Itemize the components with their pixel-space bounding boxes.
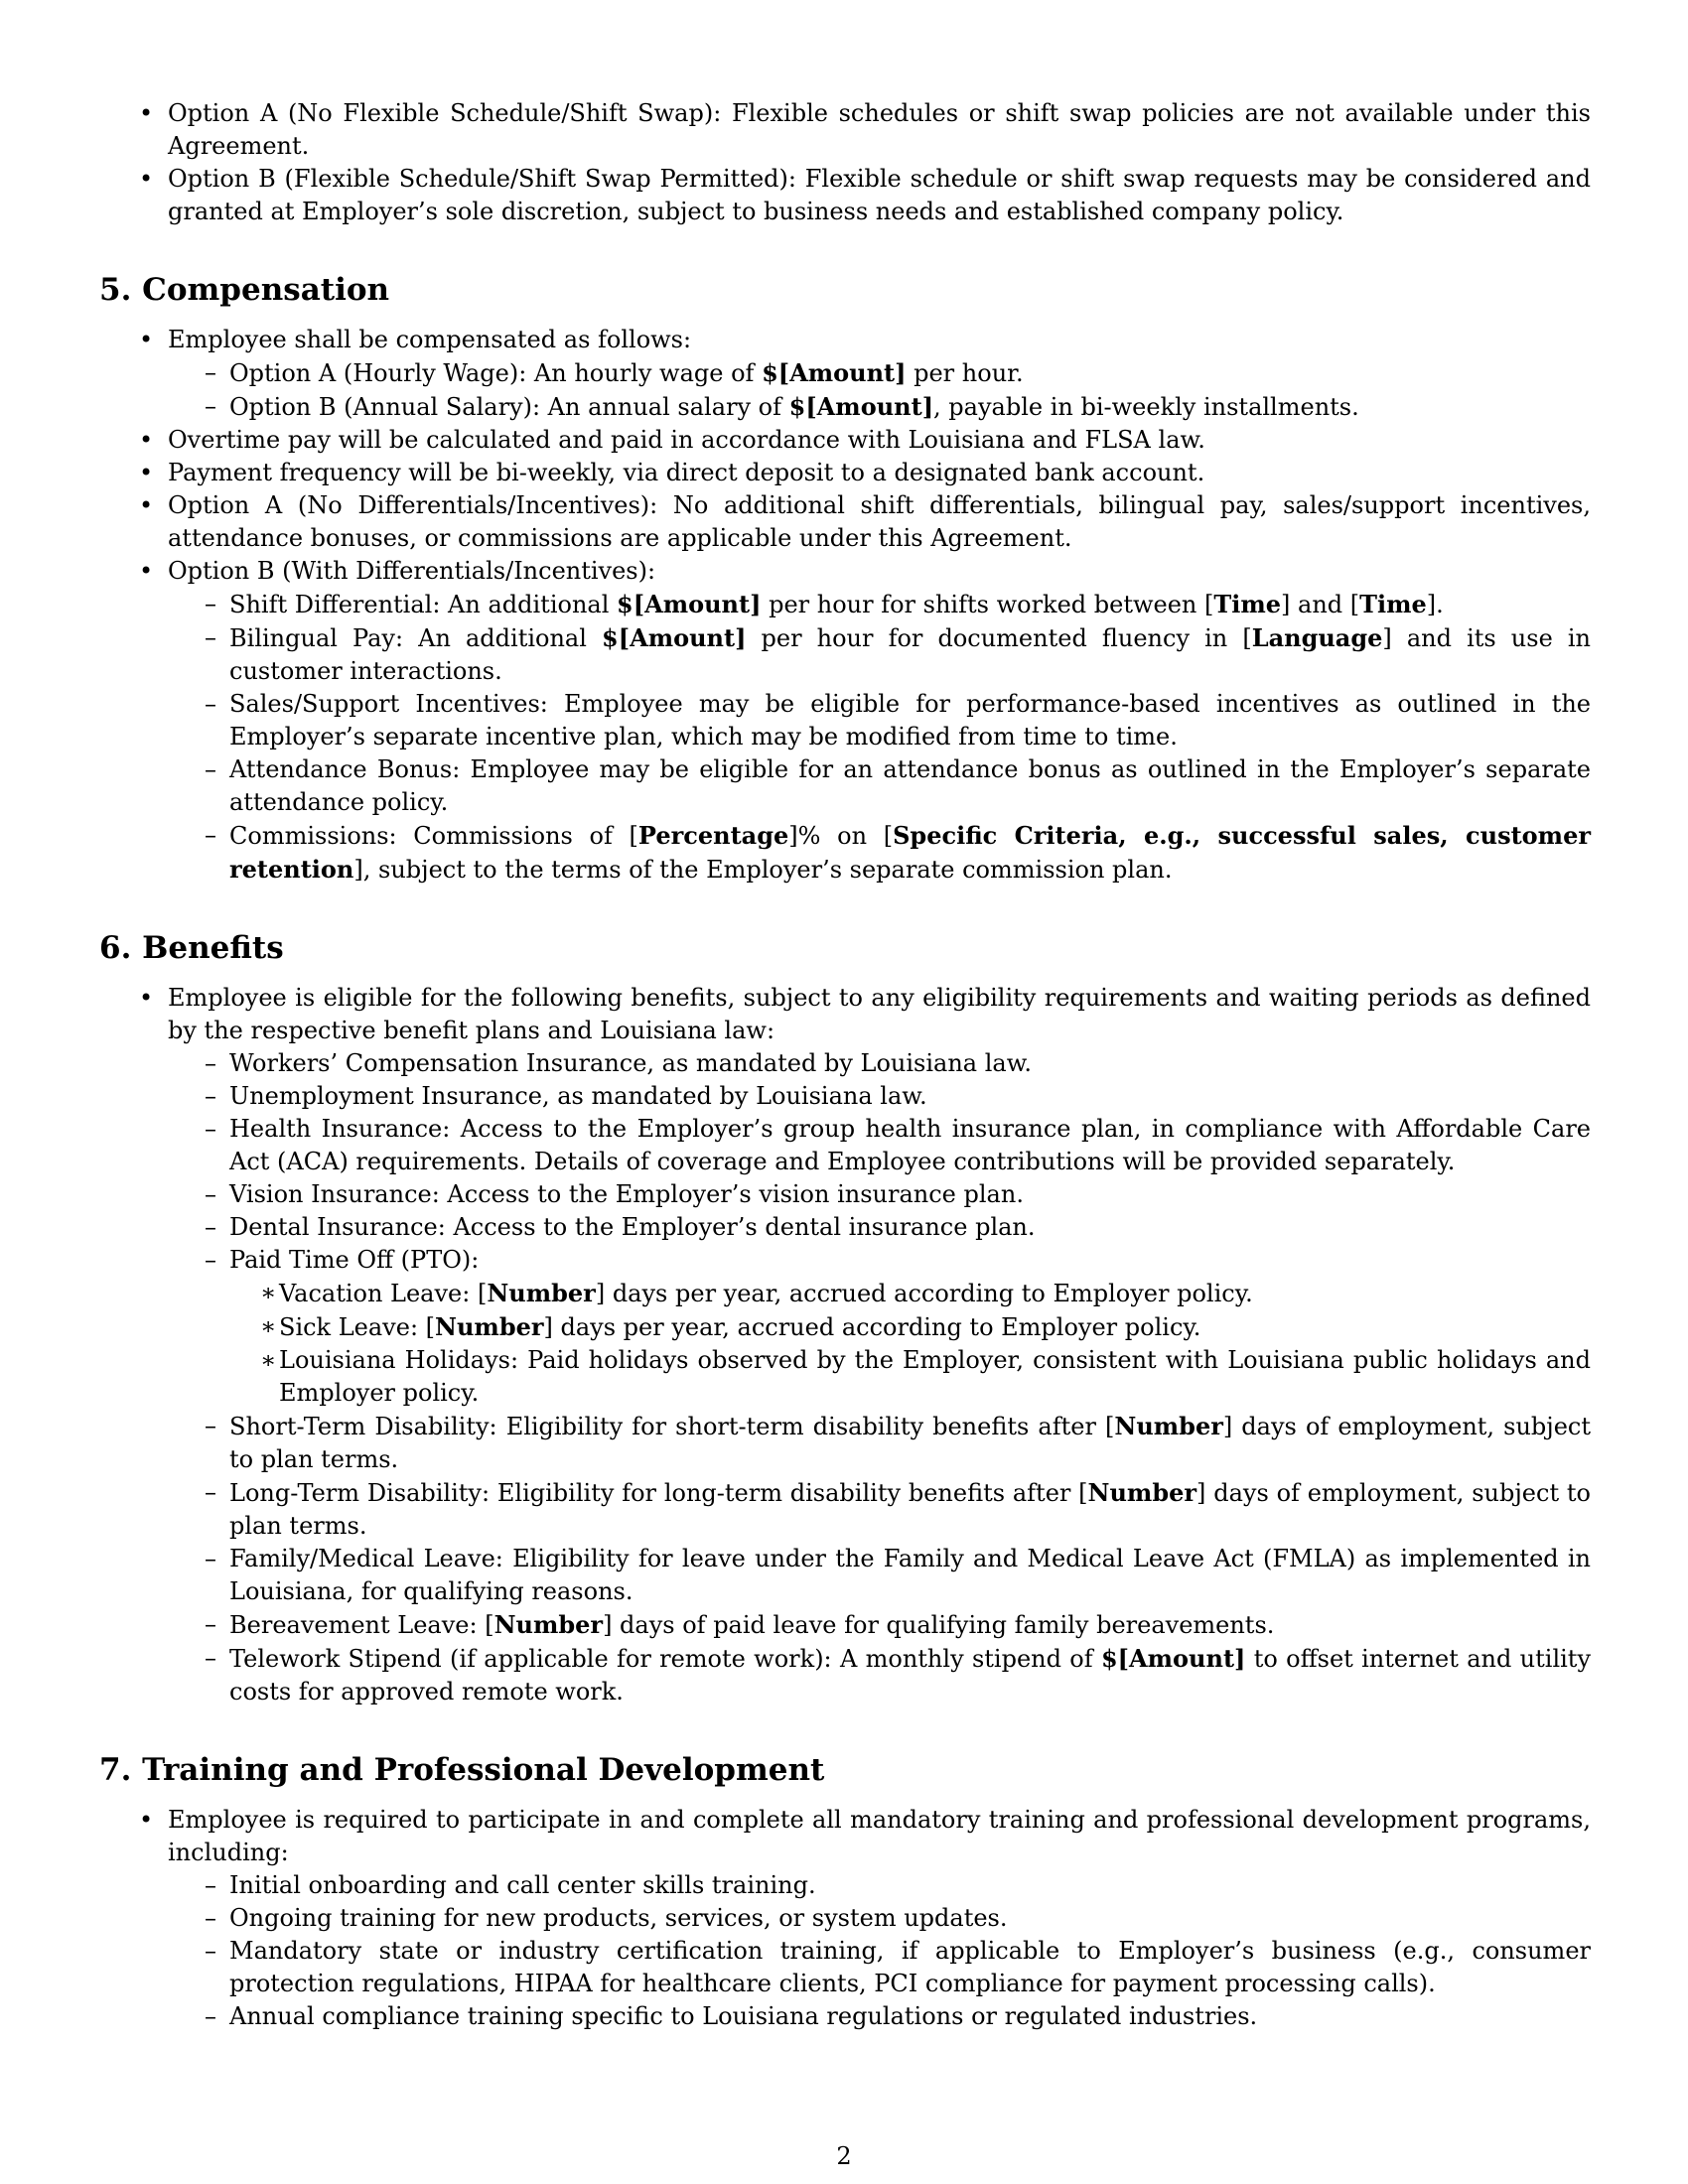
list-item: – Shift Differential: An additional $[Amount] per hour for shifts worked between [Time] and [Time]. bbox=[168, 588, 1591, 621]
list-item: – Long-Term Disability: Eligibility for long-term disability benefits after [Number] days of employment, subject to plan terms. bbox=[168, 1476, 1591, 1543]
list-item: – Commissions: Commissions of [Percentage]% on [Specific Criteria, e.g., successful sales, customer retention], subject to the terms of the Employer’s separate commission plan. bbox=[168, 819, 1591, 887]
list-item: – Paid Time Off (PTO): ∗ Vacation Leave: [Number] days per year, accrued according to Employer policy. ∗ Sick Leave: [Number] days per year, accrued according to Employer policy. ∗ Louisiana Holidays: Paid holidays observed by the Employer, consistent with Louisiana public holidays and Employer policy. bbox=[168, 1244, 1591, 1410]
list-item: • Overtime pay will be calculated and paid in accordance with Louisiana and FLSA law. bbox=[99, 424, 1591, 457]
document-page bbox=[99, 97, 1591, 2033]
training-list bbox=[99, 1804, 1591, 2033]
list-item: – Family/Medical Leave: Eligibility for leave under the Family and Medical Leave Act (FMLA) as implemented in Louisiana, for qualifying reasons. bbox=[168, 1543, 1591, 1608]
page-number: 2 bbox=[836, 2142, 852, 2170]
list-item: • Employee is required to participate in and complete all mandatory training and professional development programs, including: – Initial onboarding and call center skills training. – Ongoing training for new products, services, or system updates. – Mandatory state or industry certification training, if applicable to Employer’s business (e.g., consumer protection regulations, HIPAA for healthcare clients, PCI compliance for payment processing calls). – Annual compliance training specific to Louisiana regulations or regulated industries. bbox=[99, 1804, 1591, 2033]
list-item: – Mandatory state or industry certification training, if applicable to Employer’s business (e.g., consumer protection regulations, HIPAA for healthcare clients, PCI compliance for payment processing calls). bbox=[168, 1935, 1591, 2000]
benefits-list bbox=[99, 982, 1591, 1708]
list-item: – Bilingual Pay: An additional $[Amount] per hour for documented fluency in [Language] and its use in customer interactions. bbox=[168, 621, 1591, 688]
list-item: • Payment frequency will be bi-weekly, via direct deposit to a designated bank account. bbox=[99, 457, 1591, 489]
list-item: – Telework Stipend (if applicable for remote work): A monthly stipend of $[Amount] to offset internet and utility costs for approved remote work. bbox=[168, 1642, 1591, 1708]
list-item: ∗ Sick Leave: [Number] days per year, accrued according to Employer policy. bbox=[229, 1310, 1591, 1344]
list-item: ∗ Louisiana Holidays: Paid holidays observed by the Employer, consistent with Louisiana public holidays and Employer policy. bbox=[229, 1344, 1591, 1410]
list-item: – Sales/Support Incentives: Employee may be eligible for performance-based incentives as outlined in the Employer’s separate incentive plan, which may be modified from time to time. bbox=[168, 688, 1591, 753]
compensation-list bbox=[99, 324, 1591, 887]
list-item: – Attendance Bonus: Employee may be eligible for an attendance bonus as outlined in the Employer’s separate attendance policy. bbox=[168, 753, 1591, 819]
list-item: – Bereavement Leave: [Number] days of paid leave for qualifying family bereavements. bbox=[168, 1608, 1591, 1642]
list-item: ∗ Vacation Leave: [Number] days per year, accrued according to Employer policy. bbox=[229, 1277, 1591, 1310]
list-item: – Dental Insurance: Access to the Employer’s dental insurance plan. bbox=[168, 1211, 1591, 1244]
list-item: • Option A (No Flexible Schedule/Shift Swap): Flexible schedules or shift swap policies are not available under this Agreement. bbox=[99, 97, 1591, 163]
list-item: – Option B (Annual Salary): An annual salary of $[Amount], payable in bi-weekly installments. bbox=[168, 390, 1591, 424]
list-item: – Initial onboarding and call center skills training. bbox=[168, 1869, 1591, 1902]
list-item: – Annual compliance training specific to Louisiana regulations or regulated industries. bbox=[168, 2000, 1591, 2033]
list-item: – Vision Insurance: Access to the Employer’s vision insurance plan. bbox=[168, 1178, 1591, 1211]
section-6-heading: 6. Benefits bbox=[99, 930, 284, 966]
list-item: – Short-Term Disability: Eligibility for short-term disability benefits after [Number] days of employment, subject to plan terms. bbox=[168, 1410, 1591, 1476]
list-item: • Option B (Flexible Schedule/Shift Swap Permitted): Flexible schedule or shift swap requests may be considered and granted at Employer’s sole discretion, subject to business needs and established company policy. bbox=[99, 163, 1591, 228]
schedule-options-list bbox=[99, 97, 1591, 228]
list-item: – Ongoing training for new products, services, or system updates. bbox=[168, 1902, 1591, 1935]
list-item: • Option A (No Differentials/Incentives): No additional shift differentials, bilingual pay, sales/support incentives, attendance bonuses, or commissions are applicable under this Agreement. bbox=[99, 489, 1591, 555]
list-item: • Employee shall be compensated as follows: – Option A (Hourly Wage): An hourly wage of $[Amount] per hour. – Option B (Annual Salary): An annual salary of $[Amount], payable in bi-weekly installments. bbox=[99, 324, 1591, 424]
list-item: • Employee is eligible for the following benefits, subject to any eligibility requirements and waiting periods as defined by the respective benefit plans and Louisiana law: – Workers’ Compensation Insurance, as mandated by Louisiana law. – Unemployment Insurance, as mandated by Louisiana law. – Health Insurance: Access to the Employer’s group health insurance plan, in compliance with Affordable Care Act (ACA) requirements. Details of coverage and Employee contributions will be provided separately. – Vision Insurance: Access to the Employer’s vision insurance plan. – Dental Insurance: Access to the Employer’s dental insurance plan. – Paid Time Off (PTO): ∗ Vacation Leave: [Number] days per year, accrued according to Employer policy. ∗ Sick Leave: [Number] days per year, accrued according to Employer policy. ∗ Louisiana Holidays: Paid holidays observed by the Employer, consistent with Louisiana public holidays and Employer policy. – Short-Term Disability: Eligibility for short-term disability benefits after [Number] days of employment, subject to plan terms. – Long-Term Disability: Eligibility for long-term disability benefits after [Number] days of employment, subject to plan terms. – Family/Medical Leave: Eligibility for leave under the Family and Medical Leave Act (FMLA) as implemented in Louisiana, for qualifying reasons. – Bereavement Leave: [Number] days of paid leave for qualifying family bereavements. – Telework Stipend (if applicable for remote work): A monthly stipend of $[Amount] to offset internet and utility costs for approved remote work. bbox=[99, 982, 1591, 1708]
list-item: – Unemployment Insurance, as mandated by Louisiana law. bbox=[168, 1080, 1591, 1113]
section-7-heading: 7. Training and Professional Development bbox=[99, 1752, 825, 1788]
list-item: – Workers’ Compensation Insurance, as mandated by Louisiana law. bbox=[168, 1047, 1591, 1080]
list-item: – Option A (Hourly Wage): An hourly wage of $[Amount] per hour. bbox=[168, 356, 1591, 390]
list-item: • Option B (With Differentials/Incentives): – Shift Differential: An additional $[Amount] per hour for shifts worked between [Time] and [Time]. – Bilingual Pay: An additional $[Amount] per hour for documented fluency in [Language] and its use in customer interactions. – Sales/Support Incentives: Employee may be eligible for performance-based incentives as outlined in the Employer’s separate incentive plan, which may be modified from time to time. – Attendance Bonus: Employee may be eligible for an attendance bonus as outlined in the Employer’s separate attendance policy. – Commissions: Commissions of [Percentage]% on [Specific Criteria, e.g., successful sales, customer retention], subject to the terms of the Employer’s separate commission plan. bbox=[99, 555, 1591, 887]
section-5-heading: 5. Compensation bbox=[99, 272, 390, 308]
list-item: – Health Insurance: Access to the Employer’s group health insurance plan, in compliance with Affordable Care Act (ACA) requirements. Details of coverage and Employee contributions will be provided separately. bbox=[168, 1113, 1591, 1178]
